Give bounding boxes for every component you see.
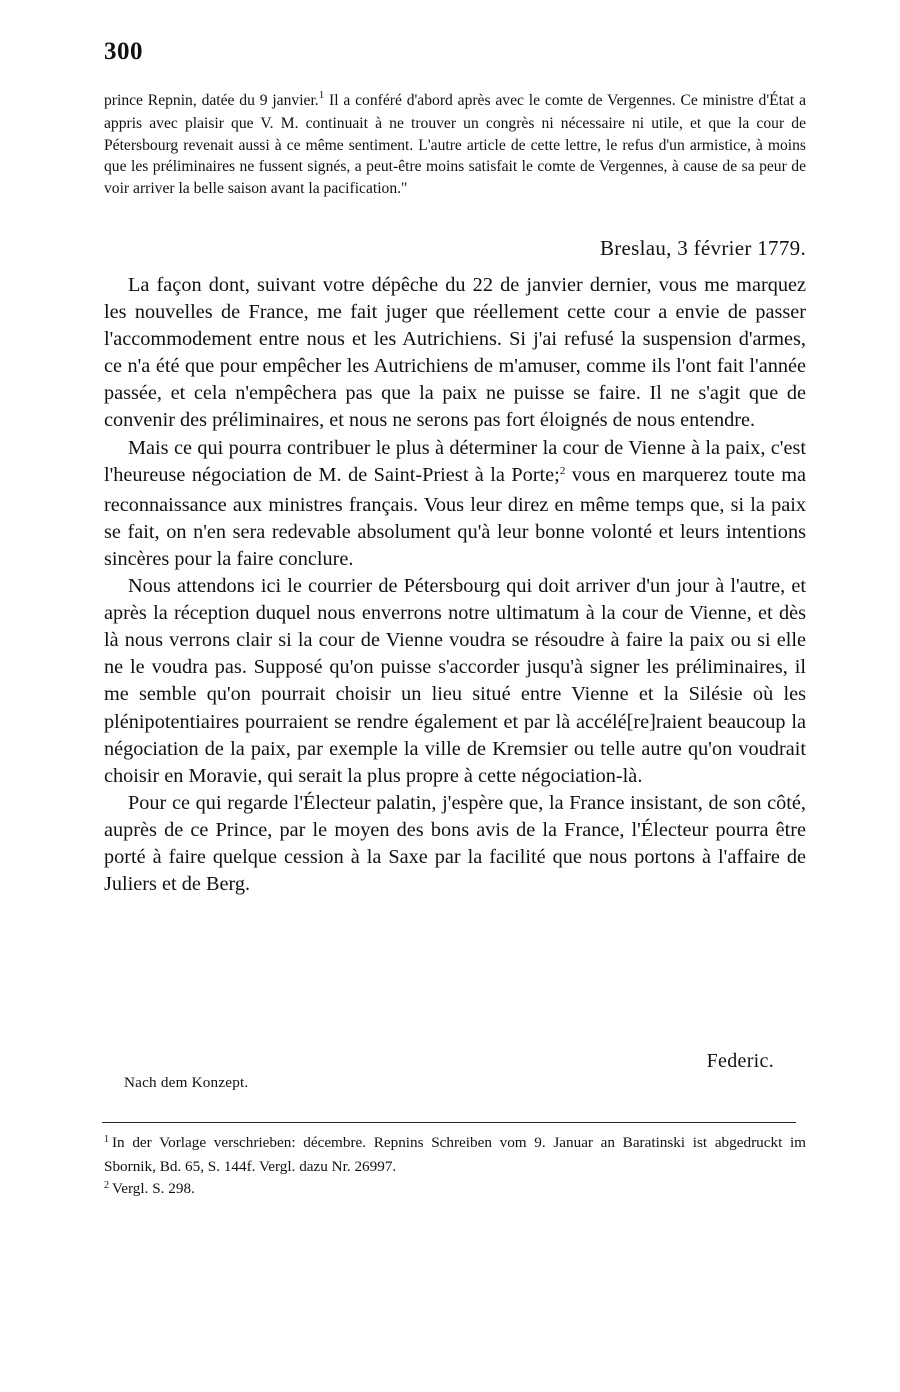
source-note: Nach dem Konzept.	[124, 1074, 249, 1091]
letter-body	[104, 272, 806, 898]
page-number: 300	[104, 38, 143, 65]
footnote-text-2: Vergl. S. 298.	[112, 1180, 195, 1197]
footnote-rule	[102, 1122, 796, 1123]
footnote-reference-1: 1	[318, 89, 325, 101]
paragraph-1: La façon dont, suivant votre dépêche du 22 de janvier dernier, vous me marquez les nouvelles de France, me fait juger que réellement cette cour a envie de passer l'accommodement entre nous et les Autrichiens. Si j'ai refusé la suspension d'armes, ce n'a été que pour empêcher les Autrichiens de m'amuser, comme ils l'ont fait l'année passée, et cela n'empêchera pas que la paix ne puisse se faire. Il ne s'agit que de convenir des préliminaires, et nous ne serons pas fort éloignés de nous entendre.	[104, 274, 806, 432]
signature: Federic.	[706, 1050, 774, 1072]
footnote-mark-2: 2	[104, 1180, 109, 1191]
quote-text: prince Repnin, datée du 9 janvier.	[104, 92, 319, 109]
quoted-report	[104, 90, 806, 199]
paragraph-2-text: Mais ce qui pourra contribuer le plus à déterminer la cour de Vienne à la paix, c'est l'heureuse négociation de M. de Saint-Priest à la Porte;	[104, 436, 806, 486]
dateline: Breslau, 3 février 1779.	[599, 236, 806, 260]
footnote-2	[104, 1178, 806, 1202]
paragraph-2	[104, 435, 806, 573]
footnote-reference-2: 2	[559, 464, 566, 477]
quote-text-continued: Il a conféré d'abord après avec le comte de Vergennes. Ce ministre d'État a appris avec plaisir que V. M. continuait à ne trouver un congrès ni nécessaire ni utile, et que la cour de Pétersbourg revenait aussi à ce même sentiment. L'autre article de cette lettre, le refus d'un armistice, à moins que les préliminaires ne fussent signés, a peut-être moins satisfait le comte de Vergennes, à cause de sa peur de voir arriver la belle saison avant la pacification."	[104, 92, 807, 197]
footnote-text-1: In der Vorlage verschrieben: décembre. Repnins Schreiben vom 9. Januar an Baratinski ist abgedruckt im Sbornik, Bd. 65, S. 144f. Vergl. dazu Nr. 26997.	[104, 1134, 806, 1175]
footnote-1	[104, 1132, 806, 1178]
footnotes	[104, 1132, 806, 1202]
footnote-mark-1: 1	[104, 1134, 109, 1145]
paragraph-4: Pour ce qui regarde l'Électeur palatin, j'espère que, la France insistant, de son côté, auprès de ce Prince, par le moyen des bons avis de la France, l'Électeur pourra être porté à faire quelque cession à la Saxe par la facilité que nous portons à l'affaire de Juliers et de Berg.	[104, 791, 806, 896]
paragraph-3: Nous attendons ici le courrier de Pétersbourg qui doit arriver d'un jour à l'autre, et après la réception duquel nous enverrons notre ultimatum à la cour de Vienne, et dès là nous verrons clair si la cour de Vienne voudra se résoudre à faire la paix ou si elle ne le voudra pas. Supposé qu'on puisse s'accorder jusqu'à signer les préliminaires, il me semble qu'on pourrait choisir un lieu situé entre Vienne et la Silésie où les plénipotentiaires pourraient se rendre également et par là accélé[re]raient beaucoup la négociation de la paix, par exemple la ville de Kremsier ou telle autre qu'on voudrait choisir en Moravie, qui serait la plus propre à cette négociation-là.	[104, 575, 806, 787]
paragraph-2-text-continued: vous en marquerez toute ma reconnaissance aux ministres français. Vous leur direz en même temps que, si la paix se fait, on n'en sera redevable absolument qu'à leur bonne volonté et leurs intentions sincères pour la faire conclure.	[104, 463, 806, 570]
